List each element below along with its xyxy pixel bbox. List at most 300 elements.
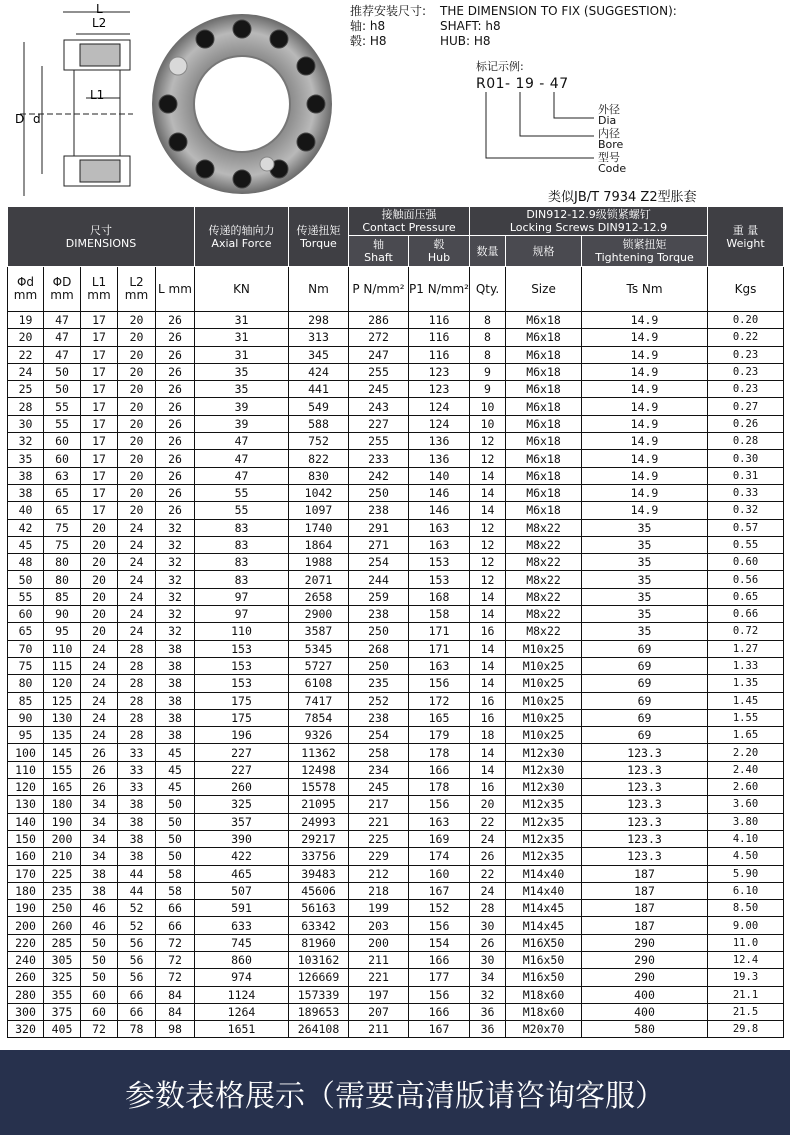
table-row: [8, 692, 784, 709]
table-cell: 24: [118, 554, 156, 571]
table-cell: 34: [81, 848, 118, 865]
fit-hub-en: HUB: H8: [440, 34, 491, 48]
header-weight-cn: 重 量: [732, 223, 759, 237]
table-cell: 167: [409, 882, 470, 899]
table-cell: 2.60: [708, 779, 784, 796]
table-cell: 12498: [289, 761, 349, 778]
header-axial-cn: 传递的轴向力: [208, 223, 275, 237]
table-cell: 38: [8, 467, 44, 484]
table-cell: 66: [156, 900, 195, 917]
table-cell: 52: [118, 900, 156, 917]
table-cell: 155: [44, 761, 81, 778]
table-cell: 123.3: [582, 761, 708, 778]
table-cell: 187: [582, 900, 708, 917]
unit-header-cell: Kgs: [708, 267, 784, 312]
table-cell: M8x22: [506, 588, 582, 605]
table-cell: 1.33: [708, 657, 784, 674]
table-cell: 33: [118, 744, 156, 761]
table-cell: M14x45: [506, 917, 582, 934]
table-cell: 8: [470, 312, 506, 329]
header-shaft-en: Shaft: [364, 251, 393, 264]
table-cell: 32: [156, 536, 195, 553]
table-cell: 56: [118, 934, 156, 951]
table-cell: 136: [409, 450, 470, 467]
table-cell: 28: [118, 692, 156, 709]
table-cell: 75: [8, 657, 44, 674]
label-code-cn: 型号: [598, 151, 620, 164]
table-cell: 38: [156, 727, 195, 744]
table-cell: 357: [195, 813, 289, 830]
table-cell: 0.55: [708, 536, 784, 553]
table-cell: 291: [349, 519, 409, 536]
table-cell: 20: [118, 329, 156, 346]
table-cell: 26: [156, 450, 195, 467]
table-cell: 69: [582, 692, 708, 709]
table-cell: 591: [195, 900, 289, 917]
table-cell: 146: [409, 484, 470, 501]
header-weight: [708, 207, 784, 267]
table-cell: 305: [44, 951, 81, 968]
table-cell: 20: [118, 484, 156, 501]
table-cell: 38: [156, 657, 195, 674]
table-cell: 268: [349, 640, 409, 657]
table-cell: 33756: [289, 848, 349, 865]
table-cell: 174: [409, 848, 470, 865]
table-row: [8, 346, 784, 363]
table-cell: 50: [156, 813, 195, 830]
table-cell: 5727: [289, 657, 349, 674]
table-cell: 14.9: [582, 502, 708, 519]
table-cell: 235: [349, 675, 409, 692]
table-cell: 199: [349, 900, 409, 917]
table-cell: 46: [81, 900, 118, 917]
table-cell: 32: [8, 433, 44, 450]
table-cell: 255: [349, 363, 409, 380]
table-cell: 110: [8, 761, 44, 778]
table-cell: 187: [582, 882, 708, 899]
table-cell: 116: [409, 312, 470, 329]
table-cell: 20: [118, 398, 156, 415]
table-cell: 250: [44, 900, 81, 917]
table-cell: M12x35: [506, 796, 582, 813]
table-cell: 38: [118, 813, 156, 830]
table-cell: 175: [195, 709, 289, 726]
table-cell: 19: [8, 312, 44, 329]
table-cell: 245: [349, 381, 409, 398]
table-cell: 14.9: [582, 329, 708, 346]
table-cell: 60: [81, 986, 118, 1003]
table-cell: 20: [81, 554, 118, 571]
table-cell: 14.9: [582, 415, 708, 432]
table-cell: 549: [289, 398, 349, 415]
header-contact-en: Contact Pressure: [362, 221, 456, 234]
table-cell: 124: [409, 415, 470, 432]
table-cell: 14.9: [582, 381, 708, 398]
table-cell: 1864: [289, 536, 349, 553]
table-row: [8, 640, 784, 657]
table-cell: 264108: [289, 1021, 349, 1038]
table-cell: 14: [470, 467, 506, 484]
table-cell: 26: [156, 415, 195, 432]
table-cell: 14: [470, 640, 506, 657]
table-cell: 2071: [289, 571, 349, 588]
table-cell: 55: [44, 398, 81, 415]
table-cell: 28: [118, 727, 156, 744]
table-cell: 45606: [289, 882, 349, 899]
table-cell: 28: [470, 900, 506, 917]
fit-hub-cn: 毂: H8: [350, 34, 387, 48]
table-cell: 229: [349, 848, 409, 865]
table-cell: 588: [289, 415, 349, 432]
table-cell: 45: [156, 744, 195, 761]
table-cell: 238: [349, 606, 409, 623]
table-cell: 298: [289, 312, 349, 329]
table-cell: 32: [156, 571, 195, 588]
table-cell: 16: [470, 779, 506, 796]
table-cell: 227: [195, 744, 289, 761]
header-axial-force: [195, 207, 289, 267]
table-cell: 243: [349, 398, 409, 415]
header-hub-cn: 毂: [433, 238, 445, 251]
table-cell: M6x18: [506, 363, 582, 380]
table-cell: 1124: [195, 986, 289, 1003]
table-cell: 165: [409, 709, 470, 726]
header-locking-screws: [470, 207, 708, 236]
table-cell: 97: [195, 588, 289, 605]
table-cell: 14.9: [582, 467, 708, 484]
table-cell: 70: [8, 640, 44, 657]
table-cell: 63342: [289, 917, 349, 934]
table-cell: 20: [118, 502, 156, 519]
table-cell: 0.32: [708, 502, 784, 519]
table-cell: 19.3: [708, 969, 784, 986]
table-cell: 22: [8, 346, 44, 363]
drawing-label-d-outer: D: [15, 112, 25, 126]
table-cell: 48: [8, 554, 44, 571]
table-row: [8, 865, 784, 882]
table-cell: 1.65: [708, 727, 784, 744]
table-cell: 83: [195, 554, 289, 571]
table-cell: 633: [195, 917, 289, 934]
spec-table-wrapper: [7, 206, 783, 1038]
table-cell: M8x22: [506, 606, 582, 623]
table-cell: 313: [289, 329, 349, 346]
header-size: 规格: [506, 236, 582, 267]
table-cell: 125: [44, 692, 81, 709]
table-cell: 3.60: [708, 796, 784, 813]
table-cell: 123: [409, 381, 470, 398]
table-row: [8, 312, 784, 329]
table-cell: 20: [81, 536, 118, 553]
table-cell: 66: [156, 917, 195, 934]
table-cell: 4.50: [708, 848, 784, 865]
table-cell: 38: [118, 830, 156, 847]
table-cell: 212: [349, 865, 409, 882]
drawing-label-l: L: [96, 2, 103, 16]
table-cell: 167: [409, 1021, 470, 1038]
table-cell: 830: [289, 467, 349, 484]
header-weight-en: Weight: [726, 236, 765, 250]
table-cell: M12x30: [506, 761, 582, 778]
table-cell: 17: [81, 381, 118, 398]
table-cell: 20: [118, 312, 156, 329]
table-cell: 50: [44, 363, 81, 380]
header-dimensions: [8, 207, 195, 267]
table-cell: 14.9: [582, 450, 708, 467]
table-cell: 405: [44, 1021, 81, 1038]
drawing-label-l2: L2: [92, 16, 107, 30]
table-cell: 17: [81, 433, 118, 450]
table-cell: 16: [470, 623, 506, 640]
table-cell: 286: [349, 312, 409, 329]
table-cell: 72: [156, 969, 195, 986]
table-cell: 6.10: [708, 882, 784, 899]
header-contact-cn: 接触面压强: [381, 208, 437, 221]
table-cell: 65: [44, 502, 81, 519]
table-cell: 5345: [289, 640, 349, 657]
table-cell: 252: [349, 692, 409, 709]
table-cell: 32: [470, 986, 506, 1003]
table-cell: 18: [470, 727, 506, 744]
table-cell: 60: [8, 606, 44, 623]
table-cell: 9: [470, 381, 506, 398]
table-cell: 15578: [289, 779, 349, 796]
table-cell: 258: [349, 744, 409, 761]
table-cell: 123.3: [582, 830, 708, 847]
table-cell: 98: [156, 1021, 195, 1038]
table-cell: 47: [195, 433, 289, 450]
table-cell: 260: [195, 779, 289, 796]
table-cell: M6x18: [506, 502, 582, 519]
table-cell: 14.9: [582, 312, 708, 329]
table-cell: 166: [409, 951, 470, 968]
table-cell: 21.5: [708, 1003, 784, 1020]
table-cell: 45: [8, 536, 44, 553]
table-cell: 28: [8, 398, 44, 415]
table-cell: 35: [582, 519, 708, 536]
table-cell: 1651: [195, 1021, 289, 1038]
table-cell: 3.80: [708, 813, 784, 830]
table-cell: 31: [195, 329, 289, 346]
similar-standard: 类似JB/T 7934 Z2型胀套: [548, 190, 697, 205]
table-cell: 24: [118, 588, 156, 605]
table-cell: 259: [349, 588, 409, 605]
table-cell: 187: [582, 917, 708, 934]
table-cell: 100: [8, 744, 44, 761]
table-cell: 30: [470, 951, 506, 968]
table-row: [8, 709, 784, 726]
table-cell: 290: [582, 969, 708, 986]
table-row: [8, 1003, 784, 1020]
table-cell: 8: [470, 346, 506, 363]
table-cell: 163: [409, 657, 470, 674]
table-cell: 17: [81, 398, 118, 415]
table-cell: 17: [81, 312, 118, 329]
table-cell: 80: [44, 571, 81, 588]
table-cell: 153: [195, 657, 289, 674]
table-cell: 47: [44, 346, 81, 363]
table-cell: 11.0: [708, 934, 784, 951]
table-cell: 254: [349, 554, 409, 571]
table-row: [8, 450, 784, 467]
table-cell: M6x18: [506, 381, 582, 398]
header-tighten-cn: 锁紧扭矩: [622, 238, 667, 251]
table-cell: 210: [44, 848, 81, 865]
table-cell: M12x35: [506, 848, 582, 865]
unit-header-cell: L2 mm: [118, 267, 156, 312]
table-cell: 56: [118, 951, 156, 968]
table-cell: 145: [44, 744, 81, 761]
table-cell: 211: [349, 951, 409, 968]
table-cell: 35: [195, 381, 289, 398]
table-cell: 233: [349, 450, 409, 467]
table-cell: 2900: [289, 606, 349, 623]
header-qty: 数量: [470, 236, 506, 267]
table-cell: 135: [44, 727, 81, 744]
table-cell: 26: [81, 761, 118, 778]
table-cell: 38: [156, 709, 195, 726]
fit-header-cn: 推荐安装尺寸:: [350, 4, 427, 18]
table-cell: M18x60: [506, 1003, 582, 1020]
table-cell: 175: [195, 692, 289, 709]
table-cell: 14: [470, 675, 506, 692]
table-cell: 156: [409, 796, 470, 813]
table-cell: 24: [118, 519, 156, 536]
table-cell: 169: [409, 830, 470, 847]
table-cell: 217: [349, 796, 409, 813]
table-cell: 320: [8, 1021, 44, 1038]
table-cell: 153: [195, 640, 289, 657]
table-cell: 1.55: [708, 709, 784, 726]
table-cell: 50: [81, 951, 118, 968]
table-cell: 47: [195, 467, 289, 484]
table-cell: M14x40: [506, 882, 582, 899]
table-cell: 24: [118, 623, 156, 640]
table-cell: 130: [44, 709, 81, 726]
table-row: [8, 744, 784, 761]
table-cell: M8x22: [506, 536, 582, 553]
table-cell: 4.10: [708, 830, 784, 847]
unit-header-cell: KN: [195, 267, 289, 312]
table-row: [8, 986, 784, 1003]
table-cell: 507: [195, 882, 289, 899]
table-cell: 34: [81, 830, 118, 847]
table-cell: 227: [349, 415, 409, 432]
table-cell: 0.72: [708, 623, 784, 640]
table-cell: 189653: [289, 1003, 349, 1020]
fit-shaft-cn: 轴: h8: [350, 19, 386, 33]
table-cell: 0.20: [708, 312, 784, 329]
code-example: [476, 58, 656, 178]
table-cell: 136: [409, 433, 470, 450]
table-cell: 221: [349, 813, 409, 830]
table-cell: 260: [8, 969, 44, 986]
table-cell: 227: [195, 761, 289, 778]
table-cell: 115: [44, 657, 81, 674]
label-bore-cn: 内径: [598, 127, 620, 140]
footer-banner: [0, 1050, 790, 1135]
table-cell: 20: [81, 623, 118, 640]
code-example-value: R01- 19 - 47: [476, 76, 569, 92]
table-cell: 85: [44, 588, 81, 605]
table-cell: 2658: [289, 588, 349, 605]
table-cell: 40: [8, 502, 44, 519]
table-cell: 156: [409, 986, 470, 1003]
table-cell: 20: [81, 571, 118, 588]
table-cell: 50: [44, 381, 81, 398]
table-cell: 171: [409, 623, 470, 640]
table-cell: 1264: [195, 1003, 289, 1020]
table-cell: M16x50: [506, 951, 582, 968]
table-cell: 822: [289, 450, 349, 467]
table-cell: 1988: [289, 554, 349, 571]
table-cell: 1.45: [708, 692, 784, 709]
table-cell: 1740: [289, 519, 349, 536]
table-cell: 60: [44, 433, 81, 450]
table-cell: 44: [118, 882, 156, 899]
table-cell: 14.9: [582, 433, 708, 450]
table-cell: 20: [118, 363, 156, 380]
table-cell: 2.20: [708, 744, 784, 761]
table-cell: 90: [44, 606, 81, 623]
table-cell: 200: [349, 934, 409, 951]
table-cell: 20: [118, 415, 156, 432]
header-screws-cn: DIN912-12.9级锁紧螺钉: [526, 208, 651, 221]
table-row: [8, 900, 784, 917]
table-cell: 17: [81, 346, 118, 363]
table-cell: 8: [470, 329, 506, 346]
table-cell: 124: [409, 398, 470, 415]
table-cell: 180: [44, 796, 81, 813]
table-cell: 116: [409, 329, 470, 346]
table-cell: M6x18: [506, 415, 582, 432]
table-cell: 26: [156, 502, 195, 519]
table-cell: 11362: [289, 744, 349, 761]
table-row: [8, 675, 784, 692]
table-cell: 422: [195, 848, 289, 865]
table-cell: 165: [44, 779, 81, 796]
table-cell: M10x25: [506, 640, 582, 657]
table-cell: 60: [44, 450, 81, 467]
table-cell: M16X50: [506, 934, 582, 951]
table-cell: 56163: [289, 900, 349, 917]
table-cell: 0.31: [708, 467, 784, 484]
table-cell: M16x50: [506, 969, 582, 986]
code-example-title: 标记示例:: [476, 60, 524, 73]
table-cell: 123.3: [582, 779, 708, 796]
table-cell: 47: [44, 312, 81, 329]
table-cell: 244: [349, 571, 409, 588]
table-cell: 0.33: [708, 484, 784, 501]
table-row: [8, 882, 784, 899]
table-cell: 153: [409, 554, 470, 571]
table-cell: 12.4: [708, 951, 784, 968]
table-cell: 196: [195, 727, 289, 744]
table-cell: 325: [44, 969, 81, 986]
table-cell: 34: [81, 796, 118, 813]
table-cell: 153: [195, 675, 289, 692]
table-cell: M8x22: [506, 571, 582, 588]
table-cell: 63: [44, 467, 81, 484]
table-cell: 250: [349, 484, 409, 501]
table-cell: 22: [470, 865, 506, 882]
table-cell: 38: [156, 692, 195, 709]
table-cell: 14: [470, 606, 506, 623]
table-cell: 24: [118, 571, 156, 588]
table-cell: 1.35: [708, 675, 784, 692]
table-cell: 242: [349, 467, 409, 484]
table-cell: 36: [470, 1021, 506, 1038]
